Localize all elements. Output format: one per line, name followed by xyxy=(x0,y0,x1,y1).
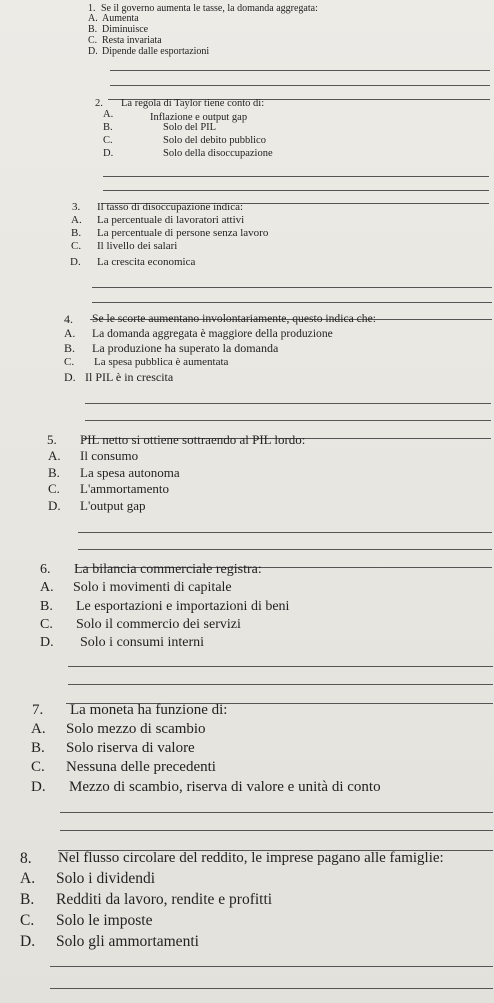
question-number: 6. xyxy=(40,562,51,577)
answer-option[interactable] xyxy=(20,933,199,951)
option-letter: A. xyxy=(103,109,114,120)
answer-option[interactable] xyxy=(40,635,204,651)
answer-option[interactable] xyxy=(31,759,216,776)
question-number: 7. xyxy=(32,702,44,718)
option-text: Solo i dividendi xyxy=(56,870,156,887)
option-text: Le esportazioni e importazioni di beni xyxy=(76,599,290,614)
option-letter: A. xyxy=(71,214,82,226)
answer-line[interactable] xyxy=(78,532,492,533)
answer-option[interactable] xyxy=(103,135,266,146)
option-letter: A. xyxy=(20,870,36,887)
answer-line[interactable] xyxy=(92,287,492,288)
option-text: Aumenta xyxy=(102,13,139,24)
question-number: 2. xyxy=(95,98,103,109)
answer-line[interactable] xyxy=(103,190,489,191)
option-text: La produzione ha superato la domanda xyxy=(92,341,279,355)
answer-option[interactable] xyxy=(71,214,244,226)
option-text: Solo i consumi interni xyxy=(80,635,205,650)
option-text: Dipende dalle esportazioni xyxy=(102,46,210,57)
answer-option[interactable] xyxy=(88,25,148,34)
answer-option[interactable] xyxy=(64,370,173,385)
answer-line[interactable] xyxy=(103,176,489,177)
answer-option[interactable] xyxy=(48,448,138,464)
answer-line[interactable] xyxy=(110,85,490,86)
answer-option[interactable] xyxy=(71,240,177,252)
option-text: Solo riserva di valore xyxy=(66,740,195,756)
question-stem: Se il governo aumenta le tasse, la domanda aggregata: xyxy=(101,3,318,14)
answer-option[interactable] xyxy=(64,341,278,356)
option-text: Redditi da lavoro, rendite e profitti xyxy=(56,891,273,908)
answer-option[interactable] xyxy=(88,47,209,56)
option-letter: B. xyxy=(20,891,35,908)
option-letter: C. xyxy=(31,759,45,775)
option-text: Mezzo di scambio, riserva di valore e unità di conto xyxy=(69,779,381,795)
answer-option[interactable] xyxy=(20,891,272,909)
answer-option[interactable] xyxy=(48,465,180,481)
option-letter: D. xyxy=(103,148,114,159)
option-letter: B. xyxy=(31,740,45,756)
option-letter: C. xyxy=(20,912,35,929)
question-number: 5. xyxy=(47,432,57,447)
option-text: Solo del PIL xyxy=(163,122,217,133)
question-number: 4. xyxy=(64,312,73,326)
option-text: Resta invariata xyxy=(102,35,162,46)
option-text: Solo i movimenti di capitale xyxy=(73,580,232,595)
answer-option[interactable] xyxy=(70,256,195,268)
answer-option[interactable] xyxy=(40,599,289,615)
option-text: L'output gap xyxy=(80,498,146,513)
answer-option[interactable] xyxy=(64,327,333,340)
option-text: Solo il commercio dei servizi xyxy=(76,617,241,632)
option-letter: D. xyxy=(70,256,81,268)
option-letter: B. xyxy=(40,599,53,614)
option-text: La percentuale di persone senza lavoro xyxy=(97,227,269,239)
option-letter: A. xyxy=(64,327,76,340)
option-letter: D. xyxy=(20,933,36,950)
answer-line[interactable] xyxy=(110,70,490,71)
answer-line[interactable] xyxy=(68,684,493,685)
option-letter: B. xyxy=(64,341,76,355)
option-text: Solo della disoccupazione xyxy=(163,148,273,159)
question-number: 8. xyxy=(20,850,32,867)
option-text: Solo del debito pubblico xyxy=(163,135,266,146)
option-letter: D. xyxy=(88,46,98,57)
answer-line[interactable] xyxy=(50,988,493,989)
answer-line[interactable] xyxy=(68,666,493,667)
option-text: Solo mezzo di scambio xyxy=(66,721,206,737)
option-letter: C. xyxy=(71,240,82,252)
answer-line[interactable] xyxy=(92,302,492,303)
answer-line[interactable] xyxy=(78,549,492,550)
answer-option[interactable] xyxy=(20,912,152,930)
option-text: Il consumo xyxy=(80,448,139,463)
question-stem: PIL netto si ottiene sottraendo al PIL lordo: xyxy=(80,432,306,447)
question-stem: Se le scorte aumentano involontariamente, questo indica che: xyxy=(92,312,376,325)
option-text: Solo gli ammortamenti xyxy=(56,933,199,950)
option-letter: D. xyxy=(40,635,54,650)
answer-option[interactable] xyxy=(103,122,216,133)
option-text: La spesa pubblica è aumentata xyxy=(94,356,229,368)
answer-option[interactable] xyxy=(103,109,248,123)
option-letter: D. xyxy=(48,498,61,513)
option-text: Solo le imposte xyxy=(56,912,153,929)
option-letter: A. xyxy=(48,448,61,463)
option-text: Inflazione e output gap xyxy=(150,112,248,123)
answer-option[interactable] xyxy=(40,617,241,633)
answer-option[interactable] xyxy=(31,740,195,757)
option-text: Il PIL è in crescita xyxy=(85,370,174,384)
question-stem: Nel flusso circolare del reddito, le imprese pagano alle famiglie: xyxy=(58,850,444,866)
option-letter: B. xyxy=(103,122,113,133)
answer-option[interactable] xyxy=(71,227,268,239)
option-letter: C. xyxy=(64,356,75,368)
option-text: La spesa autonoma xyxy=(80,465,180,480)
option-letter: C. xyxy=(88,35,98,46)
question-number: 3. xyxy=(72,201,81,213)
option-letter: D. xyxy=(64,370,76,384)
answer-option[interactable] xyxy=(31,779,381,796)
option-text: La percentuale di lavoratori attivi xyxy=(97,214,245,226)
option-text: La crescita economica xyxy=(97,256,196,268)
question-stem: La regola di Taylor tiene conto di: xyxy=(121,98,265,109)
question-stem: Il tasso di disoccupazione indica: xyxy=(97,201,244,213)
option-text: L'ammortamento xyxy=(80,481,169,496)
option-letter: C. xyxy=(48,481,60,496)
answer-line[interactable] xyxy=(85,420,491,421)
answer-option[interactable] xyxy=(88,36,162,45)
option-letter: C. xyxy=(103,135,113,146)
option-letter: B. xyxy=(88,24,98,35)
answer-option[interactable] xyxy=(20,870,155,888)
answer-line[interactable] xyxy=(60,812,493,813)
option-letter: C. xyxy=(40,617,53,632)
question-number: 1. xyxy=(88,3,96,14)
option-letter: D. xyxy=(31,779,46,795)
answer-option[interactable] xyxy=(64,356,228,368)
option-letter: B. xyxy=(48,465,60,480)
answer-line[interactable] xyxy=(85,403,491,404)
option-text: Il livello dei salari xyxy=(97,240,178,252)
answer-option[interactable] xyxy=(88,14,139,23)
answer-option[interactable] xyxy=(40,580,232,596)
answer-option[interactable] xyxy=(48,498,146,514)
answer-option[interactable] xyxy=(31,721,206,738)
option-text: Diminuisce xyxy=(102,24,149,35)
option-letter: A. xyxy=(40,580,54,595)
answer-option[interactable] xyxy=(48,481,169,497)
option-text: La domanda aggregata è maggiore della produzione xyxy=(92,327,333,340)
answer-line[interactable] xyxy=(50,966,493,967)
option-text: Nessuna delle precedenti xyxy=(66,759,216,775)
answer-line[interactable] xyxy=(60,830,493,831)
option-letter: B. xyxy=(71,227,82,239)
option-letter: A. xyxy=(31,721,46,737)
question-stem: La moneta ha funzione di: xyxy=(70,702,228,718)
option-letter: A. xyxy=(88,13,98,24)
answer-option[interactable] xyxy=(103,148,273,159)
question-stem: La bilancia commerciale registra: xyxy=(74,562,262,577)
